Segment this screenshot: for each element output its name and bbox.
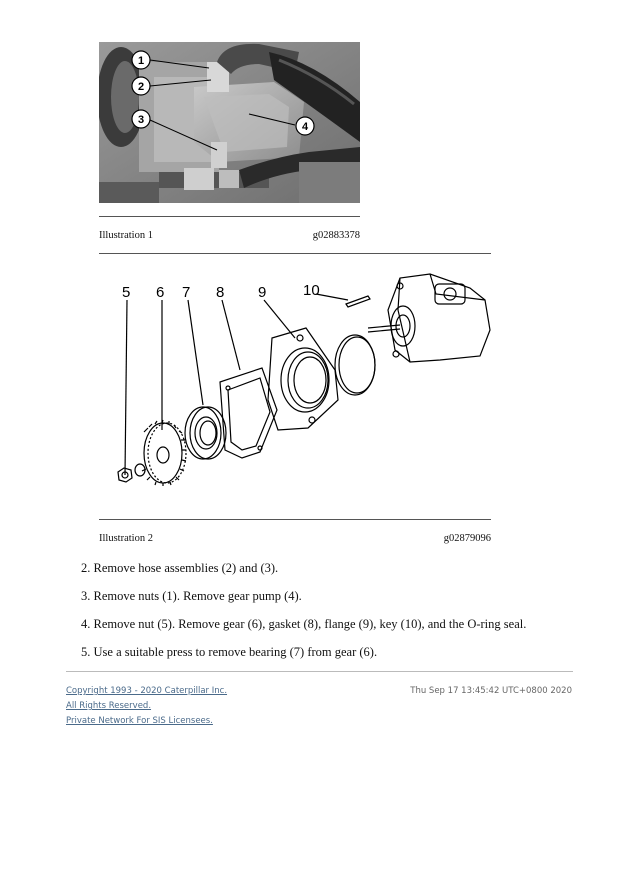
footer-copyright[interactable]: [66, 686, 227, 696]
callout-4-label: 4: [301, 121, 309, 133]
illustration-2-diagram: [100, 270, 492, 510]
callout-7: 7: [182, 284, 191, 301]
copyright-link[interactable]: Copyright 1993 - 2020 Caterpillar Inc.: [66, 686, 228, 696]
callout-3-label: 3: [137, 114, 145, 126]
callout-5: 5: [122, 284, 131, 301]
illustration-2-caption: [99, 533, 491, 547]
footer-timestamp: Thu Sep 17 13:45:42 UTC+0800 2020: [410, 686, 572, 696]
step-4: 4. Remove nut (5). Remove gear (6), gasket (8), flange (9), key (10), and the O-ring seal.: [81, 617, 527, 631]
illustration-2-figure-id: g02879096: [443, 533, 491, 544]
step-3: 3. Remove nuts (1). Remove gear pump (4).: [81, 589, 302, 603]
callout-10: 10: [303, 282, 320, 299]
callout-1-label: 1: [137, 55, 145, 67]
illustration-2-top-rule: [99, 253, 491, 254]
callout-2-label: 2: [137, 81, 145, 93]
illustration-1-caption: [99, 230, 360, 244]
illustration-2-title: Illustration 2: [99, 533, 153, 544]
callout-6: 6: [156, 284, 165, 301]
network-link[interactable]: Private Network For SIS Licensees.: [66, 716, 213, 726]
callout-8: 8: [216, 284, 225, 301]
illustration-2-bottom-rule: [99, 519, 491, 520]
gear-pump-photo: [99, 42, 360, 203]
illustration-1-top-rule: [99, 216, 360, 217]
illustration-1-photo: [99, 42, 360, 203]
callout-9: 9: [258, 284, 267, 301]
step-5: 5. Use a suitable press to remove bearing (7) from gear (6).: [81, 645, 378, 659]
footer-rule: [66, 671, 573, 672]
footer-network[interactable]: [66, 716, 213, 726]
illustration-1-title: Illustration 1: [99, 230, 153, 241]
footer-rights[interactable]: [66, 701, 151, 711]
rights-link[interactable]: All Rights Reserved.: [66, 701, 152, 711]
step-2: 2. Remove hose assemblies (2) and (3).: [81, 561, 279, 575]
illustration-1-figure-id: g02883378: [312, 230, 360, 241]
exploded-view-diagram: [100, 270, 492, 510]
